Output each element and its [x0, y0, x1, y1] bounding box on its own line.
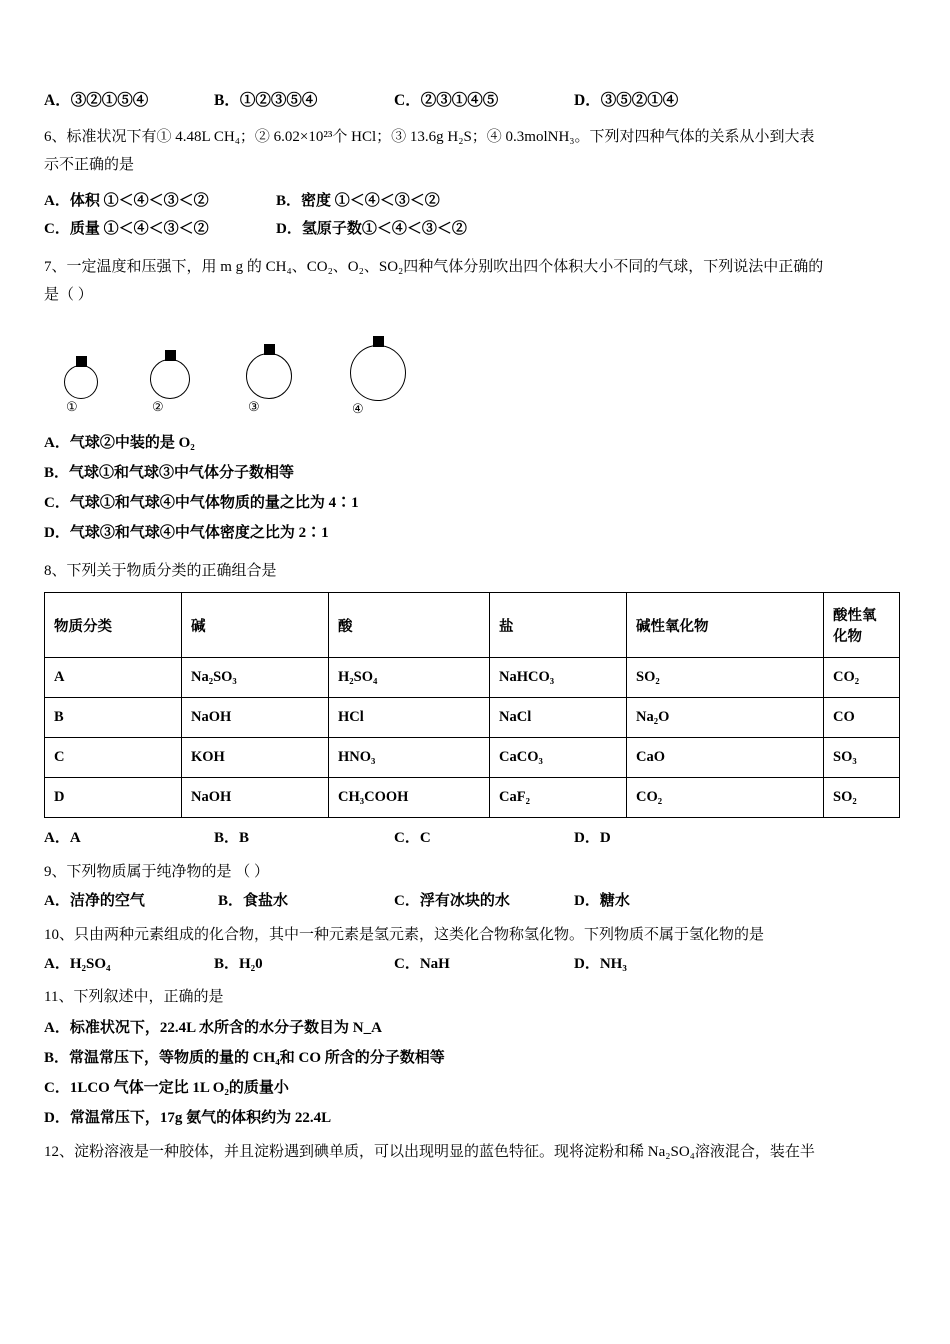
balloon-3 — [246, 344, 292, 415]
question-7-stem — [44, 254, 906, 280]
table-cell: KOH — [182, 738, 329, 778]
question-11-option-c: C．1LCO 气体一定比 1L O₂的质量小 — [44, 1079, 289, 1096]
question-7-option-c: C．气球①和气球④中气体物质的量之比为 4∶1 — [44, 495, 359, 511]
table-cell: HNO₃ — [329, 738, 490, 778]
question-6-option-b: B．密度 ①＜④＜③＜② — [276, 192, 440, 209]
question-7-option-b: B．气球①和气球③中气体分子数相等 — [44, 465, 295, 481]
question-10-stem — [44, 922, 906, 948]
classification-table — [44, 592, 900, 818]
balloon-figure — [54, 322, 906, 418]
question-8-option-d: D．D — [574, 830, 611, 847]
table-cell: CO₂ — [824, 658, 900, 698]
question-7-option-a: A．气球②中装的是 O₂ — [44, 435, 195, 451]
table-cell: CaO — [627, 738, 824, 778]
question-7-stem-text2: 是（ ） — [44, 286, 93, 303]
table-cell: Na₂SO₃ — [182, 658, 329, 698]
question-7-stem-text: 7、一定温度和压强下，用 m g 的 CH₄、CO₂、O₂、SO₂四种气体分别吹出四个体积大小不同的气球，下列说法中正确的 — [44, 258, 824, 275]
table-header-row — [45, 593, 900, 658]
table-row — [45, 658, 900, 698]
top-options-row — [44, 88, 906, 110]
table-cell: SO₃ — [824, 738, 900, 778]
question-9-stem — [44, 859, 906, 885]
top-option-c: C．②③①④⑤ — [394, 92, 499, 109]
question-7-options — [44, 428, 906, 548]
table-cell: HCl — [329, 698, 490, 738]
table-cell: A — [45, 658, 182, 698]
table-cell: NaOH — [182, 778, 329, 818]
balloon-4-label: ④ — [352, 401, 364, 416]
table-cell: CaCO₃ — [490, 738, 627, 778]
table-header-cell: 酸性氧化物 — [824, 593, 900, 658]
table-cell: NaHCO₃ — [490, 658, 627, 698]
question-9-option-b: B．食盐水 — [218, 893, 289, 909]
balloon-knot-icon — [165, 350, 176, 361]
table-row — [45, 778, 900, 818]
balloon-2 — [150, 350, 190, 415]
balloon-knot-icon — [76, 356, 87, 367]
question-6-options-line-1 — [44, 187, 906, 216]
table-cell: NaCl — [490, 698, 627, 738]
question-9-stem-text: 9、下列物质属于纯净物的是 （ ） — [44, 863, 270, 880]
balloon-2-label: ② — [152, 399, 164, 414]
question-11-option-b: B．常温常压下，等物质的量的 CH₄和 CO 所含的分子数相等 — [44, 1049, 445, 1066]
question-12-stem — [44, 1139, 906, 1165]
question-9-option-d: D．糖水 — [574, 893, 630, 909]
question-8-option-a: A．A — [44, 830, 81, 847]
question-6-options-line-2 — [44, 215, 906, 244]
question-6-stem-cont — [44, 152, 906, 178]
document-content — [44, 88, 906, 1167]
table-cell: C — [45, 738, 182, 778]
balloon-knot-icon — [264, 344, 275, 355]
question-9-option-c: C．浮有冰块的水 — [394, 893, 510, 909]
balloon-3-label: ③ — [248, 399, 260, 414]
question-8-stem — [44, 558, 906, 584]
question-7-option-d: D．气球③和气球④中气体密度之比为 2∶1 — [44, 525, 329, 541]
balloon-circle-icon — [350, 345, 406, 401]
question-11-option-d: D．常温常压下，17g 氨气的体积约为 22.4L — [44, 1109, 332, 1126]
question-11-stem-text: 11、下列叙述中，正确的是 — [44, 989, 224, 1006]
table-cell: D — [45, 778, 182, 818]
question-6-option-a: A．体积 ①＜④＜③＜② — [44, 192, 209, 209]
question-6-stem-text: 6、标准状况下有① 4.48L CH₄；② 6.02×10²³个 HCl；③ 13.6g H₂S；④ 0.3molNH₃。下列对四种气体的关系从小到大表 — [44, 129, 815, 145]
question-12-stem-text: 12、淀粉溶液是一种胶体，并且淀粉遇到碘单质，可以出现明显的蓝色特征。现将淀粉和稀 Na₂SO₄溶液混合，装在半 — [44, 1143, 815, 1160]
table-row — [45, 738, 900, 778]
table-cell: Na₂O — [627, 698, 824, 738]
question-8-stem-text: 8、下列关于物质分类的正确组合是 — [44, 563, 277, 579]
question-6-stem — [44, 124, 906, 150]
top-option-a: A．③②①⑤④ — [44, 92, 149, 109]
question-11-stem — [44, 984, 906, 1010]
table-header-cell: 酸 — [329, 593, 490, 658]
table-header-cell: 物质分类 — [45, 593, 182, 658]
question-10-option-a: A．H₂SO₄ — [44, 955, 111, 972]
question-7-stem-cont — [44, 282, 906, 308]
top-option-b: B．①②③⑤④ — [214, 92, 318, 109]
question-10-stem-text: 10、只由两种元素组成的化合物，其中一种元素是氢元素，这类化合物称氢化物。下列物质不属于氢化物的是 — [44, 926, 765, 943]
balloon-circle-icon — [246, 353, 292, 399]
table-header-cell: 盐 — [490, 593, 627, 658]
balloon-1-label: ① — [66, 399, 78, 414]
table-cell: B — [45, 698, 182, 738]
table-cell: SO₂ — [627, 658, 824, 698]
balloon-1 — [64, 356, 98, 415]
question-8-option-b: B．B — [214, 830, 250, 847]
balloon-circle-icon — [150, 359, 190, 399]
table-header-cell: 碱性氧化物 — [627, 593, 824, 658]
table-row — [45, 698, 900, 738]
table-cell: CaF₂ — [490, 778, 627, 818]
question-9-options — [44, 887, 906, 916]
question-6-option-d: D．氢原子数①＜④＜③＜② — [276, 221, 467, 237]
question-10-option-c: C．NaH — [394, 955, 450, 972]
question-9-option-a: A．洁净的空气 — [44, 893, 145, 909]
question-8-options — [44, 824, 906, 853]
balloon-knot-icon — [373, 336, 384, 347]
balloon-4 — [350, 336, 406, 417]
table-cell: SO₂ — [824, 778, 900, 818]
question-10-option-d: D．NH₃ — [574, 955, 627, 972]
question-10-options — [44, 950, 906, 979]
table-header-cell: 碱 — [182, 593, 329, 658]
top-option-d: D．③⑤②①④ — [574, 92, 679, 109]
question-8-option-c: C．C — [394, 830, 431, 847]
question-6-stem-text2: 示不正确的是 — [44, 157, 135, 174]
table-cell: H₂SO₄ — [329, 658, 490, 698]
table-cell: CO₂ — [627, 778, 824, 818]
table-cell: CO — [824, 698, 900, 738]
table-cell: NaOH — [182, 698, 329, 738]
question-10-option-b: B．H₂0 — [214, 955, 263, 972]
table-cell: CH₃COOH — [329, 778, 490, 818]
question-11-options — [44, 1013, 906, 1133]
balloon-circle-icon — [64, 365, 98, 399]
question-6-option-c: C．质量 ①＜④＜③＜② — [44, 221, 209, 237]
question-11-option-a: A．标准状况下，22.4L 水所含的水分子数目为 N_A — [44, 1019, 382, 1036]
